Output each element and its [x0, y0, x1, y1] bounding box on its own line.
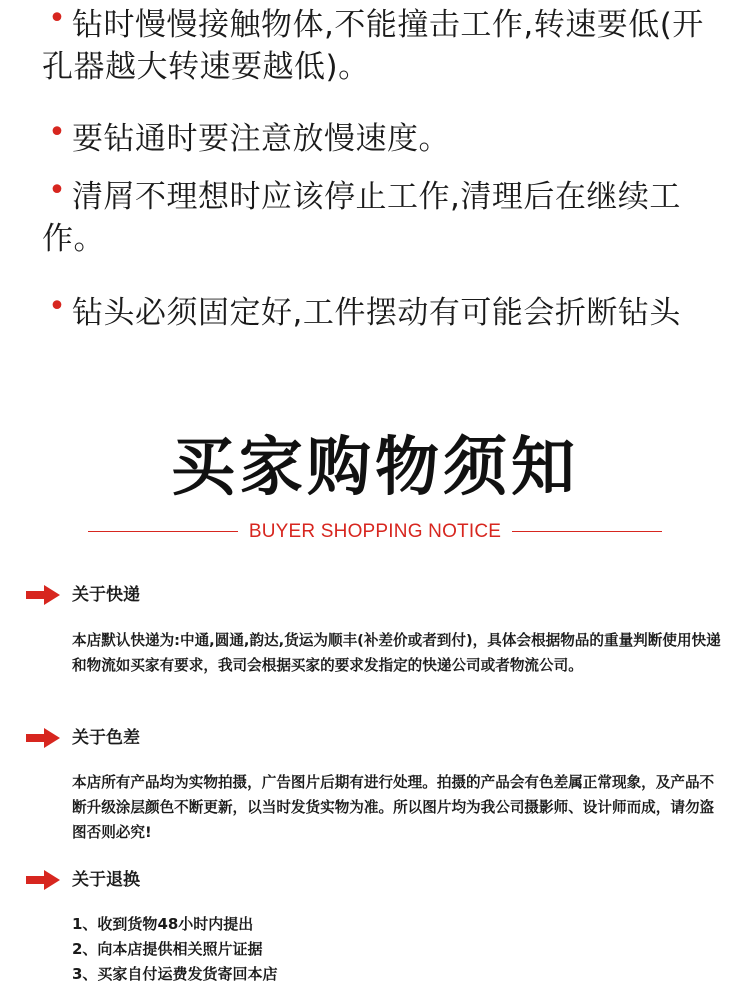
notice-subtitle-row	[88, 518, 662, 546]
bullet-dot-icon: •	[48, 115, 66, 150]
notice-subtitle: BUYER SHOPPING NOTICE	[248, 521, 502, 542]
tip-text: 钻时慢慢接触物体,不能撞击工作,转速要低(开孔器越大转速要越低)。	[42, 7, 704, 85]
arrow-right-icon	[26, 585, 60, 605]
section-title: 关于快递	[72, 585, 140, 605]
tip-text: 钻头必须固定好,工件摆动有可能会折断钻头	[72, 295, 681, 331]
section-header-return	[26, 865, 426, 895]
tip-item	[42, 289, 712, 334]
section-body-express: 本店默认快递为:中通,圆通,韵达,货运为顺丰(补差价或者到付)，具体会根据物品的重量判断使用快递和物流如买家有要求，我司会根据买家的要求发指定的快递公司或者物流公司。	[72, 632, 721, 674]
section-body-color: 本店所有产品均为实物拍摄，广告图片后期有进行处理。拍摄的产品会有色差属正常现象，及产品不断升级涂层颜色不断更新，以当时发货实物为准。所以图片均为我公司摄影师、设计师而成，请勿盗图否则必究!	[72, 774, 715, 841]
arrow-right-icon	[26, 870, 60, 890]
section-title: 关于色差	[72, 728, 140, 748]
notice-title: 买家购物须知	[171, 431, 579, 505]
divider-line-left	[88, 531, 238, 532]
section-title: 关于退换	[72, 870, 140, 890]
tip-text: 要钻通时要注意放慢速度。	[72, 121, 450, 157]
divider-line-right	[512, 531, 662, 532]
section-body-return	[72, 912, 724, 987]
tip-item	[42, 115, 712, 160]
tip-item	[42, 1, 712, 88]
tip-item	[42, 173, 712, 260]
bullet-dot-icon: •	[48, 173, 66, 208]
arrow-right-icon	[26, 728, 60, 748]
list-item: 3、买家自付运费发货寄回本店	[72, 965, 278, 983]
list-item: 2、向本店提供相关照片证据	[72, 940, 263, 958]
section-header-express	[26, 580, 426, 610]
bullet-dot-icon: •	[48, 289, 66, 324]
tip-text: 清屑不理想时应该停止工作,清理后在继续工作。	[42, 179, 681, 257]
list-item: 1、收到货物48小时内提出	[72, 915, 254, 933]
bullet-dot-icon: •	[48, 1, 66, 36]
section-header-color	[26, 723, 426, 753]
